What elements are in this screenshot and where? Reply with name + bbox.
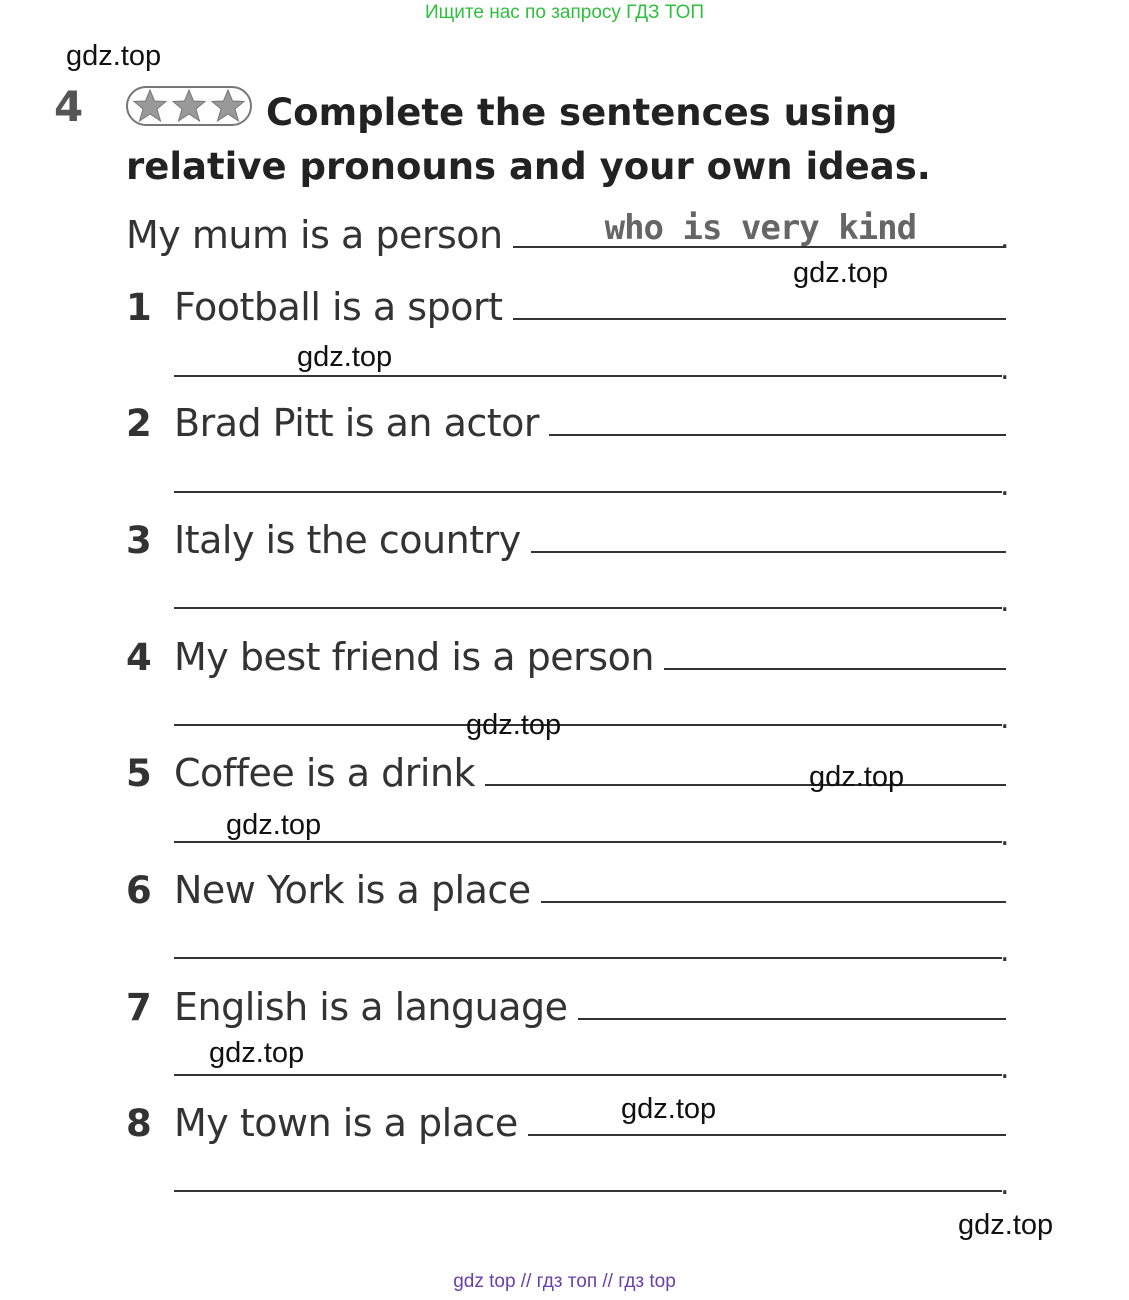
item-sentence: My best friend is a person [174,635,654,679]
watermark: gdz.top [621,1093,717,1125]
item-row-3 [126,509,1006,562]
item-number: 5 [126,752,152,795]
bottom-banner[interactable]: gdz top // гдз топ // гдз top [453,1271,676,1292]
item-row-2 [126,392,1006,445]
item-sentence: New York is a place [174,868,531,912]
item-sentence: Brad Pitt is an actor [174,401,540,445]
item-number: 1 [126,286,152,329]
item-sentence: English is a language [174,985,568,1029]
example-row [126,204,1006,257]
answer-line[interactable] [664,628,1006,670]
period: . [1000,818,1010,853]
item-number: 4 [126,636,152,679]
period: . [1000,1167,1010,1202]
item-number: 3 [126,519,152,562]
watermark: gdz.top [297,341,393,373]
item-row-1 [126,276,1006,329]
watermark: gdz.top [793,257,889,289]
period: . [1000,221,1010,256]
item-number: 8 [126,1102,152,1145]
continuation-line[interactable] [174,491,1002,493]
item-sentence: Football is a sport [174,285,503,329]
continuation-line[interactable] [174,841,1002,843]
continuation-line[interactable] [174,957,1002,959]
period: . [1000,352,1010,387]
answer-line[interactable] [541,861,1006,903]
period: . [1000,584,1010,619]
instruction: Complete the sentences using relative pronouns and your own ideas. [126,91,931,188]
continuation-line[interactable] [174,375,1002,377]
item-row-6 [126,859,1006,912]
watermark: gdz.top [226,809,322,841]
watermark: gdz.top [466,709,562,741]
answer-line[interactable] [531,511,1006,553]
top-banner: Ищите нас по запросу ГДЗ ТОП [424,2,705,23]
item-sentence: Coffee is a drink [174,751,476,795]
item-row-4 [126,626,1006,679]
continuation-line[interactable] [174,1074,1002,1076]
example-answer-line [513,206,1006,248]
continuation-line[interactable] [174,607,1002,609]
period: . [1000,468,1010,503]
answer-line[interactable] [528,1094,1006,1136]
item-row-7 [126,976,1006,1029]
period: . [1000,934,1010,969]
watermark: gdz.top [209,1037,305,1069]
answer-line[interactable] [485,744,1006,786]
item-number: 2 [126,402,152,445]
answer-line[interactable] [578,978,1006,1020]
item-number: 6 [126,869,152,912]
exercise-number: 4 [54,82,84,131]
answer-line[interactable] [549,394,1006,436]
item-sentence: My town is a place [174,1101,518,1145]
watermark: gdz.top [809,761,905,793]
item-sentence: Italy is the country [174,518,521,562]
watermark: gdz.top [958,1209,1054,1241]
period: . [1000,1051,1010,1086]
example-answer: who is very kind [604,208,917,248]
watermark: gdz.top [66,40,162,72]
answer-line[interactable] [513,278,1007,320]
continuation-line[interactable] [174,1190,1002,1192]
period: . [1000,701,1010,736]
item-row-8 [126,1092,1006,1145]
continuation-line[interactable] [174,724,1002,726]
example-sentence: My mum is a person [126,213,503,257]
item-number: 7 [126,986,152,1029]
